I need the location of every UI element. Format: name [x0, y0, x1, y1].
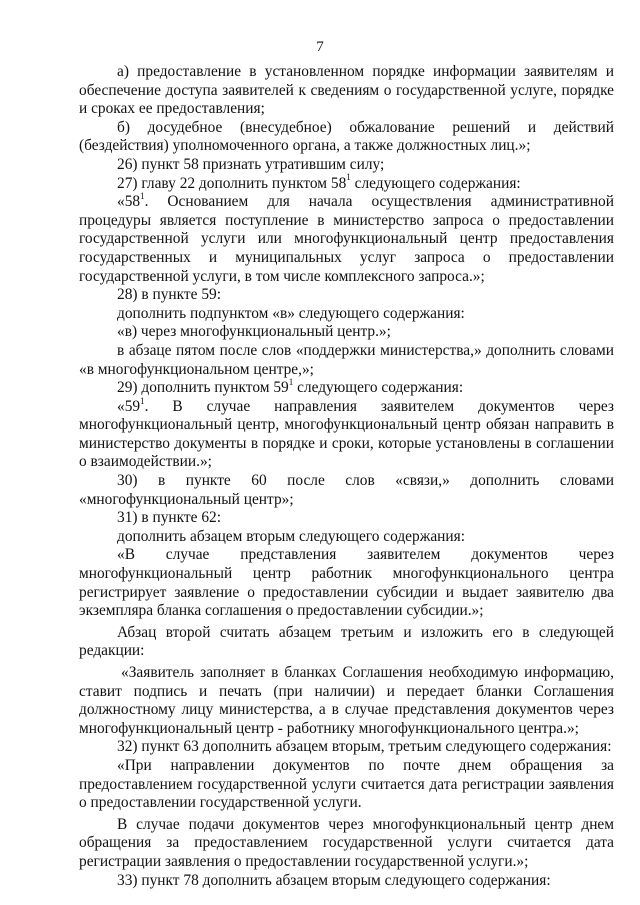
paragraph-0: а) предоставление в установленном порядке информации заявителям и обеспечение доступа заявителей к сведениям о государственной услуге, порядке и сроках ее предоставления;: [79, 63, 614, 118]
paragraph-8: в абзаце пятом после слов «поддержки министерства,» дополнить словами «в многофункциональном центре,»;: [79, 341, 614, 378]
paragraph-20: 33) пункт 78 дополнить абзацем вторым следующего содержания:: [117, 871, 551, 889]
paragraph-2: 26) пункт 58 признать утратившим силу;: [117, 155, 385, 173]
paragraph-7: «в) через многофункциональный центр.»;: [117, 323, 391, 341]
paragraph-10: «$59^1$. В случае направления заявителем документов через многофункциональный центр, многофункциональный центр обязан направить в министерство документы в порядке и сроки, которые установлены в соглашении о взаимодействии.»;: [79, 395, 614, 471]
superscript: 1: [346, 172, 351, 183]
paragraph-9: 29) дополнить пунктом $59^1$ следующего содержания:: [117, 376, 464, 397]
paragraph-19: В случае подачи документов через многофункциональный центр днем обращения за предоставлением государственной услуги считается дата регистрации заявления о предоставлении государственной услуги.»;: [79, 815, 614, 870]
superscript: 1: [140, 191, 145, 202]
paragraph-16: «Заявитель заполняет в бланках Соглашения необходимую информацию, ставит подпись и печать (при наличии) и передает бланки Соглашения должностному лицу министерства, а в случае представления документов через многофункциональный центр - работнику многофункционального центра.»;: [79, 664, 614, 737]
paragraph-17: 32) пункт 63 дополнить абзацем вторым, третьим следующего содержания:: [117, 738, 612, 756]
paragraph-5: 28) в пункте 59:: [117, 286, 221, 304]
superscript: 1: [288, 376, 294, 387]
superscript: 1: [140, 395, 145, 406]
paragraph-15: Абзац второй считать абзацем третьим и изложить его в следующей редакции:: [79, 623, 614, 660]
paragraph-18: «При направлении документов по почте днем обращения за предоставлением государственной услуги считается дата регистрации заявления о предоставлении государственной услуги.: [79, 756, 614, 812]
paragraph-3: 27) главу 22 дополнить пунктом $58^1$ следующего содержания:: [117, 172, 521, 192]
paragraph-12: 31) в пункте 62:: [117, 509, 221, 527]
paragraph-1: б) досудебное (внесудебное) обжалование решений и действий (бездействия) уполномоченного органа, а также должностных лиц.»;: [79, 118, 614, 155]
paragraph-14: «В случае представления заявителем документов через многофункциональный центр работник многофункционального центра регистрирует заявление о предоставлении субсидии и выдает заявителю два экземпляра бланка соглашения о предоставлении субсидии.»;: [79, 546, 614, 620]
document-body: [79, 63, 614, 890]
paragraph-11: 30) в пункте 60 после слов «связи,» дополнить словами «многофункциональный центр»;: [79, 472, 614, 508]
paragraph-4: «$58^1$. Основанием для начала осуществления административной процедуры является поступление в министерство запроса о предоставлении государственной услуги или многофункциональный центр предоставления государственных и муниципальных услуг запроса о предоставлении государственной услуги, в том числе комплексного запроса.»;: [79, 191, 614, 285]
page-number: 7: [316, 39, 324, 55]
paragraph-6: дополнить подпунктом «в» следующего содержания:: [117, 304, 465, 322]
paragraph-13: дополнить абзацем вторым следующего содержания:: [117, 527, 466, 545]
